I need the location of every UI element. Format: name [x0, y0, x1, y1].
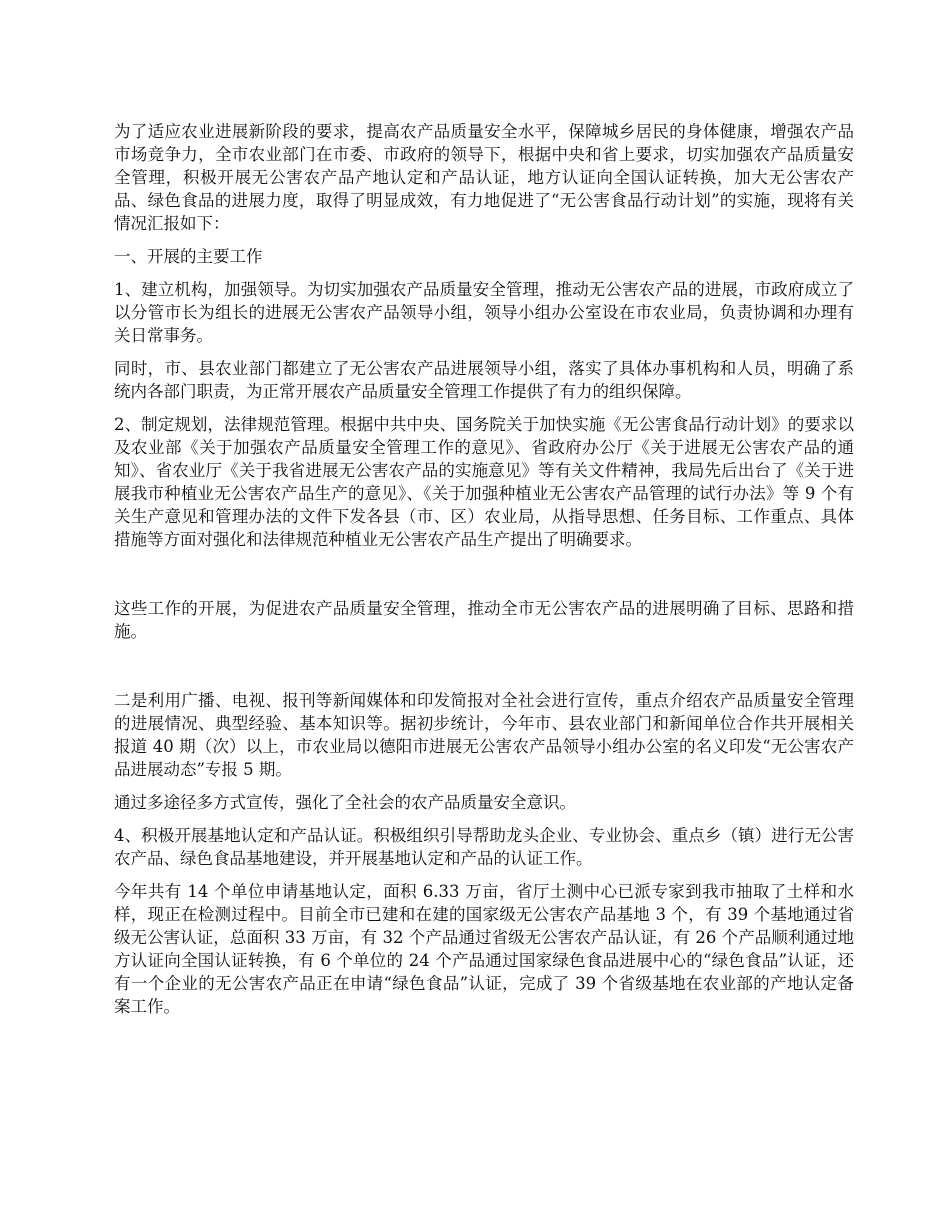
- paragraph-media-publicity: 二是利用广播、电视、报刊等新闻媒体和印发简报对全社会进行宣传，重点介绍农产品质量安全管理的进展情况、典型经验、基本知识等。据初步统计，今年市、县农业部门和新闻单位合作共开展相关报道 40 期（次）以上，市农业局以德阳市进展无公害农产品领导小组办公室的名义印发“无公害农产品进展动态”专报 5 期。: [114, 691, 854, 779]
- paragraph-work-outcome: 这些工作的开展，为促进农产品质量安全管理，推动全市无公害农产品的进展明确了目标、思路和措施。: [114, 599, 854, 641]
- paragraph-base-certification: 4、积极开展基地认定和产品认证。积极组织引导帮助龙头企业、专业协会、重点乡（镇）进行无公害农产品、绿色食品基地建设，并开展基地认定和产品的认证工作。: [114, 826, 854, 868]
- spacer: [114, 653, 854, 689]
- paragraph-awareness: 通过多途径多方式宣传，强化了全社会的农产品质量安全意识。: [114, 793, 576, 812]
- section-heading-main-work: 一、开展的主要工作: [114, 247, 263, 266]
- intro-paragraph: 为了适应农业进展新阶段的要求，提高农产品质量安全水平，保障城乡居民的身体健康，增强农产品市场竞争力，全市农业部门在市委、市政府的领导下，根据中央和省上要求，切实加强农产品质量安全管理，积极开展无公害农产品产地认定和产品认证，地方认证向全国认证转换，加大无公害农产品、绿色食品的进展力度，取得了明显成效，有力地促进了“无公害食品行动计划”的实施，现将有关情况汇报如下：: [114, 122, 854, 233]
- paragraph-planning-regulation: 2、制定规划，法律规范管理。根据中共中央、国务院关于加快实施《无公害食品行动计划》的要求以及农业部《关于加强农产品质量安全管理工作的意见》、省政府办公厅《关于进展无公害农产品的通知》、省农业厅《关于我省进展无公害农产品的实施意见》等有关文件精神，我局先后出台了《关于进展我市种植业无公害农产品生产的意见》、《关于加强种植业无公害农产品管理的试行办法》等 9 个有关生产意见和管理办法的文件下发各县（市、区）农业局，从指导思想、任务目标、工作重点、具体措施等方面对强化和法律规范种植业无公害农产品生产提出了明确要求。: [114, 415, 854, 549]
- spacer: [114, 561, 854, 597]
- paragraph-statistics: 今年共有 14 个单位申请基地认定，面积 6.33 万亩，省厅土测中心已派专家到我市抽取了土样和水样，现正在检测过程中。目前全市已建和在建的国家级无公害农产品基地 3 个，有 39 个基地通过省级无公害认证，总面积 33 万亩，有 32 个产品通过省级无公害农产品认证，有 26 个产品顺利通过地方认证向全国认证转换，有 6 个单位的 24 个产品通过国家绿色食品进展中心的“绿色食品”认证，还有一个企业的无公害农产品正在申请“绿色食品”认证，完成了 39 个省级基地在农业部的产地认定备案工作。: [114, 882, 854, 1016]
- paragraph-county-groups: 同时，市、县农业部门都建立了无公害农产品进展领导小组，落实了具体办事机构和人员，明确了系统内各部门职责，为正常开展农产品质量安全管理工作提供了有力的组织保障。: [114, 359, 854, 401]
- paragraph-establish-organization: 1、建立机构，加强领导。为切实加强农产品质量安全管理，推动无公害农产品的进展，市政府成立了以分管市长为组长的进展无公害农产品领导小组，领导小组办公室设在市农业局，负责协调和办理有关日常事务。: [114, 280, 854, 345]
- document-body: [114, 120, 854, 1028]
